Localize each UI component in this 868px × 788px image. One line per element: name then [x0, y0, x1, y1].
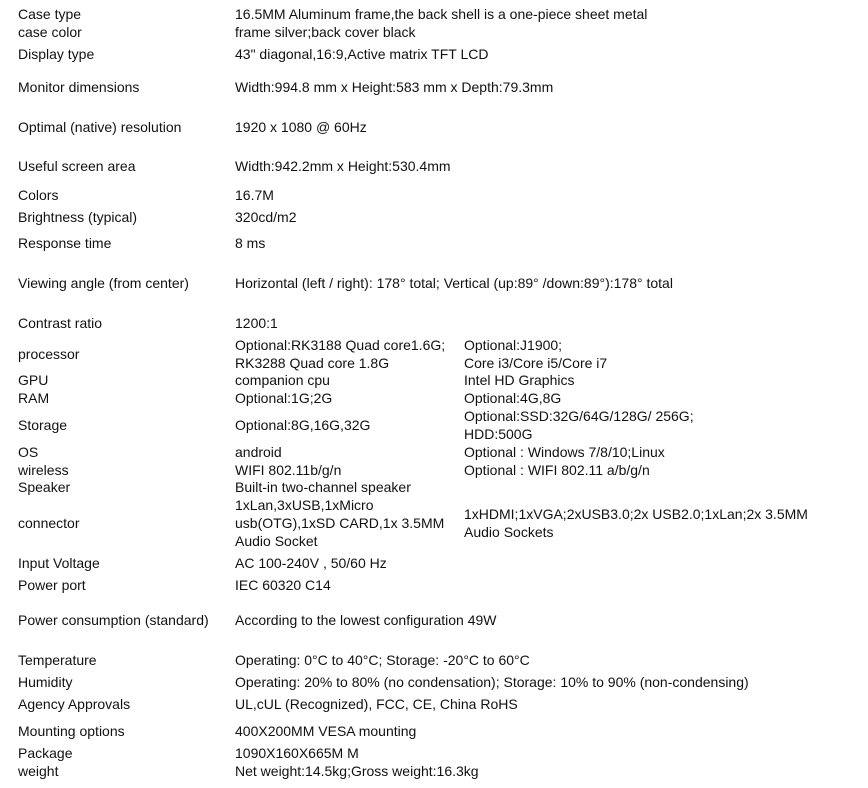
spec-label: Monitor dimensions: [18, 79, 140, 95]
spec-value-option-b: [464, 407, 694, 443]
spec-label: RAM: [18, 390, 50, 406]
spec-value: Width:994.8 mm x Height:583 mm x Depth:79.3mm: [235, 79, 554, 95]
spec-label: Case type: [18, 6, 82, 22]
spec-label: Humidity: [18, 674, 73, 690]
spec-label: Storage: [18, 417, 68, 433]
spec-value-option-a: android: [235, 444, 282, 460]
spec-value-option-b: [464, 505, 808, 541]
spec-value: IEC 60320 C14: [235, 577, 331, 593]
spec-value-line: Optional:SSD:32G/64G/128G/ 256G;: [464, 408, 694, 424]
spec-label: Speaker: [18, 479, 71, 495]
spec-label: Optimal (native) resolution: [18, 119, 182, 135]
spec-value: AC 100-240V , 50/60 Hz: [235, 555, 387, 571]
spec-value-line: usb(OTG),1xSD CARD,1x 3.5MM: [235, 515, 445, 531]
spec-label: processor: [18, 346, 80, 362]
spec-value: Operating: 0°C to 40°C; Storage: -20°C to 60°C: [235, 652, 530, 668]
spec-value-option-a: Optional:8G,16G,32G: [235, 417, 371, 433]
spec-value: 320cd/m2: [235, 209, 297, 225]
spec-value-option-a: companion cpu: [235, 372, 330, 388]
spec-label: Brightness (typical): [18, 209, 138, 225]
spec-value: 16.7M: [235, 187, 274, 203]
spec-label: Temperature: [18, 652, 97, 668]
spec-value: Horizontal (left / right): 178° total; Vertical (up:89° /down:89°):178° total: [235, 275, 673, 291]
spec-value-line: HDD:500G: [464, 426, 533, 442]
spec-label: Power port: [18, 577, 86, 593]
spec-value: 43" diagonal,16:9,Active matrix TFT LCD: [235, 46, 489, 62]
spec-value-option-a: [235, 496, 444, 550]
spec-value-option-b: Intel HD Graphics: [464, 372, 575, 388]
spec-value: 16.5MM Aluminum frame,the back shell is a one-piece sheet metal: [235, 6, 648, 22]
spec-label: connector: [18, 515, 80, 531]
spec-label: GPU: [18, 372, 49, 388]
spec-label: Colors: [18, 187, 59, 203]
spec-value: Width:942.2mm x Height:530.4mm: [235, 158, 451, 174]
spec-value-line: 1xLan,3xUSB,1xMicro: [235, 497, 374, 513]
spec-value-line: RK3288 Quad core 1.8G: [235, 355, 390, 371]
spec-label: Mounting options: [18, 723, 125, 739]
spec-value: UL,cUL (Recognized), FCC, CE, China RoHS: [235, 696, 518, 712]
spec-value-line: Audio Sockets: [464, 524, 554, 540]
spec-label: OS: [18, 444, 39, 460]
spec-value: 1920 x 1080 @ 60Hz: [235, 119, 367, 135]
spec-value: 400X200MM VESA mounting: [235, 723, 417, 739]
spec-label: case color: [18, 24, 82, 40]
spec-value: Net weight:14.5kg;Gross weight:16.3kg: [235, 763, 479, 779]
spec-label: Input Voltage: [18, 555, 100, 571]
spec-value-option-a: Optional:1G;2G: [235, 390, 333, 406]
spec-value: According to the lowest configuration 49W: [235, 612, 497, 628]
spec-label: Agency Approvals: [18, 696, 131, 712]
spec-value-line: Core i3/Core i5/Core i7: [464, 355, 608, 371]
spec-value-option-b: Optional:4G,8G: [464, 390, 562, 406]
spec-value-line: Optional:RK3188 Quad core1.6G;: [235, 337, 446, 353]
spec-label: Display type: [18, 46, 95, 62]
spec-value: Built-in two-channel speaker: [235, 479, 411, 495]
spec-label: Useful screen area: [18, 158, 136, 174]
spec-label: Package: [18, 745, 73, 761]
spec-label: Viewing angle (from center): [18, 275, 189, 291]
spec-label: Power consumption (standard): [18, 612, 209, 628]
spec-value: frame silver;back cover black: [235, 24, 416, 40]
spec-value: 1200:1: [235, 315, 278, 331]
spec-label: weight: [18, 763, 59, 779]
spec-value: Operating: 20% to 80% (no condensation); Storage: 10% to 90% (non-condensing): [235, 674, 749, 690]
spec-label: wireless: [18, 462, 69, 478]
spec-value-line: 1xHDMI;1xVGA;2xUSB3.0;2x USB2.0;1xLan;2x 3.5MM: [464, 506, 808, 522]
spec-value-line: Optional:J1900;: [464, 337, 563, 353]
spec-label: Response time: [18, 235, 112, 251]
spec-value-line: Audio Socket: [235, 533, 318, 549]
spec-value-option-a: [235, 336, 445, 372]
spec-value-option-b: [464, 336, 607, 372]
spec-value-option-a: WIFI 802.11b/g/n: [235, 462, 342, 478]
spec-label: Contrast ratio: [18, 315, 103, 331]
spec-value-option-b: Optional : Windows 7/8/10;Linux: [464, 444, 665, 460]
spec-value-option-b: Optional : WIFI 802.11 a/b/g/n: [464, 462, 650, 478]
spec-value: 1090X160X665M M: [235, 745, 359, 761]
spec-value: 8 ms: [235, 235, 266, 251]
